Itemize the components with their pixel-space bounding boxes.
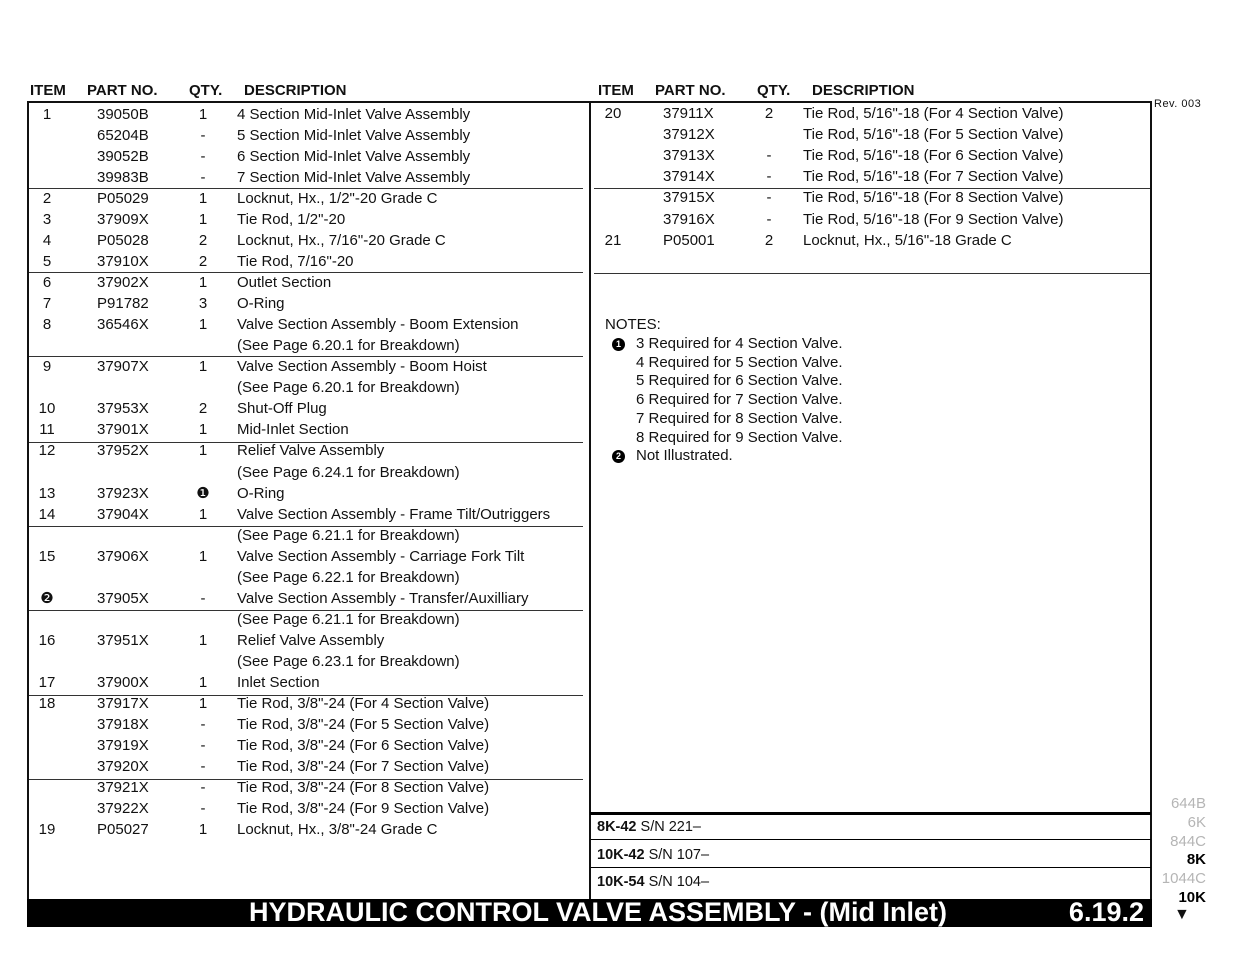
- description-cell: Tie Rod, 5/16"-18 (For 6 Section Valve): [803, 147, 1064, 165]
- item-cell: 6: [42, 274, 52, 292]
- item-cell: 17: [38, 673, 56, 691]
- description-cell: Tie Rod, 3/8"-24 (For 7 Section Valve): [237, 757, 490, 775]
- part-number-cell: 37953X: [97, 400, 149, 418]
- part-number-cell: P05027: [97, 821, 149, 839]
- notes-heading: NOTES:: [605, 316, 661, 333]
- qty-cell: 1: [198, 631, 208, 649]
- qty-cell: ❶: [196, 484, 210, 502]
- qty-cell: 1: [198, 547, 208, 565]
- description-cell: O-Ring: [237, 295, 285, 313]
- description-cell: Mid-Inlet Section: [237, 421, 349, 439]
- serial-row-2: 10K-42 S/N 107–: [591, 842, 1151, 868]
- qty-cell: 1: [198, 821, 208, 839]
- item-cell: 10: [38, 400, 56, 418]
- description-cell: 7 Section Mid-Inlet Valve Assembly: [237, 169, 471, 187]
- part-number-cell: 37911X: [663, 105, 714, 122]
- model-8k: 8K: [1186, 851, 1206, 868]
- model-844c: 844C: [1170, 833, 1206, 850]
- part-number-cell: 37914X: [663, 168, 715, 186]
- qty-cell: 1: [198, 442, 208, 460]
- part-number-cell: 37915X: [663, 189, 715, 207]
- qty-cell: 3: [198, 295, 208, 313]
- description-cell: Tie Rod, 3/8"-24 (For 5 Section Valve): [237, 715, 490, 733]
- description-cell: Locknut, Hx., 3/8"-24 Grade C: [237, 821, 438, 839]
- group-separator: [29, 695, 583, 696]
- part-number-cell: P05029: [97, 190, 149, 208]
- description-cell: Valve Section Assembly - Boom Hoist: [237, 358, 487, 376]
- header-partno-left: PART NO.: [87, 82, 158, 99]
- description-cell: Tie Rod, 3/8"-24 (For 6 Section Valve): [237, 736, 490, 754]
- header-qty-left: QTY.: [189, 82, 223, 99]
- part-number-cell: P91782: [97, 295, 149, 313]
- part-number-cell: 65204B: [97, 127, 149, 145]
- qty-cell: 2: [764, 231, 774, 249]
- description-cell: Valve Section Assembly - Carriage Fork Tilt: [237, 547, 525, 565]
- serial-row-1: 8K-42 S/N 221–: [591, 814, 1151, 840]
- item-cell: 1: [42, 106, 52, 123]
- description-cell: Locknut, Hx., 1/2"-20 Grade C: [237, 190, 438, 208]
- group-separator: [29, 526, 583, 527]
- description-cell: Inlet Section: [237, 673, 320, 691]
- group-separator: [29, 356, 583, 357]
- description-cell: Valve Section Assembly - Transfer/Auxilliary: [237, 589, 529, 607]
- header-description-right: DESCRIPTION: [812, 82, 915, 99]
- qty-cell: 2: [198, 400, 208, 418]
- description-cell: Tie Rod, 5/16"-18 (For 8 Section Valve): [803, 189, 1064, 207]
- item-cell: 14: [38, 505, 56, 523]
- qty-cell: 1: [198, 421, 208, 439]
- qty-cell: -: [766, 189, 772, 207]
- qty-cell: -: [200, 127, 206, 145]
- part-number-cell: 37913X: [663, 147, 715, 165]
- part-number-cell: 37904X: [97, 505, 149, 523]
- qty-cell: 1: [198, 106, 208, 123]
- page-title: HYDRAULIC CONTROL VALVE ASSEMBLY - (Mid Inlet): [249, 897, 948, 927]
- model-644b: 644B: [1170, 795, 1206, 812]
- part-number-cell: 39983B: [97, 169, 149, 187]
- description-cell: (See Page 6.20.1 for Breakdown): [237, 379, 460, 397]
- part-number-cell: 37916X: [663, 210, 715, 228]
- item-cell: 12: [38, 442, 56, 460]
- part-number-cell: 37901X: [97, 421, 149, 439]
- qty-cell: 1: [198, 673, 208, 691]
- qty-cell: -: [200, 736, 206, 754]
- item-cell: 4: [42, 232, 52, 250]
- header-item-right: ITEM: [598, 82, 634, 99]
- item-cell: ❷: [40, 589, 54, 607]
- qty-cell: 2: [198, 253, 208, 271]
- qty-cell: 1: [198, 358, 208, 376]
- group-separator: [594, 188, 1150, 189]
- part-number-cell: 37900X: [97, 673, 149, 691]
- part-number-cell: 37923X: [97, 484, 149, 502]
- description-cell: Locknut, Hx., 7/16"-20 Grade C: [237, 232, 446, 250]
- part-number-cell: P05028: [97, 232, 149, 250]
- note-2-text: Not Illustrated.: [636, 447, 733, 464]
- item-cell: 19: [38, 821, 56, 839]
- group-separator: [29, 188, 583, 189]
- description-cell: (See Page 6.23.1 for Breakdown): [237, 652, 460, 670]
- description-cell: (See Page 6.22.1 for Breakdown): [237, 568, 460, 586]
- part-number-cell: 37952X: [97, 442, 149, 460]
- description-cell: Locknut, Hx., 5/16"-18 Grade C: [803, 231, 1012, 249]
- qty-cell: 1: [198, 211, 208, 229]
- qty-cell: 1: [198, 694, 208, 712]
- part-number-cell: 37910X: [97, 253, 149, 271]
- part-number-cell: 37907X: [97, 358, 149, 376]
- group-separator: [29, 779, 583, 780]
- description-cell: Tie Rod, 5/16"-18 (For 5 Section Valve): [803, 126, 1064, 144]
- part-number-cell: 37919X: [97, 736, 149, 754]
- qty-cell: -: [200, 778, 206, 796]
- qty-cell: -: [200, 799, 206, 817]
- group-separator: [29, 610, 583, 611]
- part-number-cell: 37922X: [97, 799, 149, 817]
- part-number-cell: 37918X: [97, 715, 149, 733]
- part-number-cell: 37912X: [663, 126, 715, 144]
- part-number-cell: 39052B: [97, 148, 149, 166]
- item-cell: 8: [42, 316, 52, 334]
- description-cell: 4 Section Mid-Inlet Valve Assembly: [237, 106, 471, 123]
- item-cell: 15: [38, 547, 56, 565]
- description-cell: Tie Rod, 7/16"-20: [237, 253, 354, 271]
- qty-cell: 2: [198, 232, 208, 250]
- qty-cell: -: [766, 147, 772, 165]
- item-cell: 13: [38, 484, 56, 502]
- qty-cell: -: [766, 210, 772, 228]
- qty-cell: -: [200, 169, 206, 187]
- qty-cell: 1: [198, 190, 208, 208]
- description-cell: (See Page 6.20.1 for Breakdown): [237, 337, 460, 355]
- qty-cell: 1: [198, 316, 208, 334]
- item-cell: 11: [39, 421, 55, 439]
- part-number-cell: 37920X: [97, 757, 149, 775]
- qty-cell: -: [200, 589, 206, 607]
- part-number-cell: 37902X: [97, 274, 149, 292]
- description-cell: 6 Section Mid-Inlet Valve Assembly: [237, 148, 471, 166]
- arrow-down-icon: ▼: [1174, 906, 1190, 923]
- group-separator: [29, 272, 583, 273]
- model-10k: 10K: [1178, 889, 1206, 906]
- qty-cell: 2: [764, 105, 774, 122]
- description-cell: O-Ring: [237, 484, 285, 502]
- serial-row-3: 10K-54 S/N 104–: [597, 874, 710, 890]
- model-1044c: 1044C: [1161, 870, 1206, 887]
- item-cell: 9: [42, 358, 52, 376]
- description-cell: Valve Section Assembly - Frame Tilt/Outriggers: [237, 505, 551, 523]
- item-cell: 20: [604, 105, 622, 122]
- description-cell: (See Page 6.21.1 for Breakdown): [237, 526, 460, 544]
- group-separator: [594, 273, 1150, 274]
- item-cell: 3: [42, 211, 52, 229]
- description-cell: Tie Rod, 1/2"-20: [237, 211, 346, 229]
- part-number-cell: 37917X: [97, 694, 149, 712]
- part-number-cell: 37906X: [97, 547, 149, 565]
- note-1-text: 3 Required for 4 Section Valve. 4 Required for 5 Section Valve. 5 Required for 6 Section Valve. 6 Required for 7 Section Valve. 7 Required for 8 Section Valve. 8 Required for 9 Section Valve.: [636, 335, 843, 446]
- qty-cell: -: [200, 715, 206, 733]
- description-cell: Outlet Section: [237, 274, 332, 292]
- qty-cell: -: [200, 148, 206, 166]
- qty-cell: -: [766, 168, 772, 186]
- part-number-cell: 37951X: [97, 631, 149, 649]
- note-1-marker: 1: [612, 335, 625, 352]
- description-cell: Shut-Off Plug: [237, 400, 327, 418]
- note-2-marker: 2: [612, 447, 625, 464]
- description-cell: Valve Section Assembly - Boom Extension: [237, 316, 519, 334]
- item-cell: 21: [604, 231, 622, 249]
- header-qty-right: QTY.: [757, 82, 791, 99]
- qty-cell: 1: [198, 505, 208, 523]
- description-cell: Tie Rod, 3/8"-24 (For 4 Section Valve): [237, 694, 490, 712]
- group-separator: [29, 442, 583, 443]
- page-number: 6.19.2: [1068, 897, 1144, 927]
- header-item-left: ITEM: [30, 82, 66, 99]
- model-6k: 6K: [1187, 814, 1206, 831]
- part-number-cell: P05001: [663, 231, 715, 249]
- description-cell: Relief Valve Assembly: [237, 442, 385, 460]
- part-number-cell: 37905X: [97, 589, 149, 607]
- description-cell: Tie Rod, 5/16"-18 (For 9 Section Valve): [803, 210, 1064, 228]
- item-cell: 18: [38, 694, 56, 712]
- item-cell: 7: [42, 295, 52, 313]
- description-cell: Tie Rod, 5/16"-18 (For 4 Section Valve): [803, 105, 1064, 122]
- header-partno-right: PART NO.: [655, 82, 726, 99]
- description-cell: (See Page 6.21.1 for Breakdown): [237, 610, 460, 628]
- item-cell: 16: [38, 631, 56, 649]
- description-cell: Tie Rod, 5/16"-18 (For 7 Section Valve): [803, 168, 1064, 186]
- qty-cell: 1: [198, 274, 208, 292]
- part-number-cell: 37921X: [97, 778, 149, 796]
- part-number-cell: 39050B: [97, 106, 149, 123]
- description-cell: Relief Valve Assembly: [237, 631, 385, 649]
- description-cell: (See Page 6.24.1 for Breakdown): [237, 463, 460, 481]
- description-cell: Tie Rod, 3/8"-24 (For 8 Section Valve): [237, 778, 490, 796]
- part-number-cell: 37909X: [97, 211, 149, 229]
- part-number-cell: 36546X: [97, 316, 149, 334]
- revision-label: Rev. 003: [1154, 98, 1202, 110]
- description-cell: Tie Rod, 3/8"-24 (For 9 Section Valve): [237, 799, 490, 817]
- header-description-left: DESCRIPTION: [244, 82, 347, 99]
- item-cell: 5: [42, 253, 52, 271]
- qty-cell: -: [200, 757, 206, 775]
- item-cell: 2: [42, 190, 52, 208]
- title-bar: [27, 899, 1152, 927]
- description-cell: 5 Section Mid-Inlet Valve Assembly: [237, 127, 471, 145]
